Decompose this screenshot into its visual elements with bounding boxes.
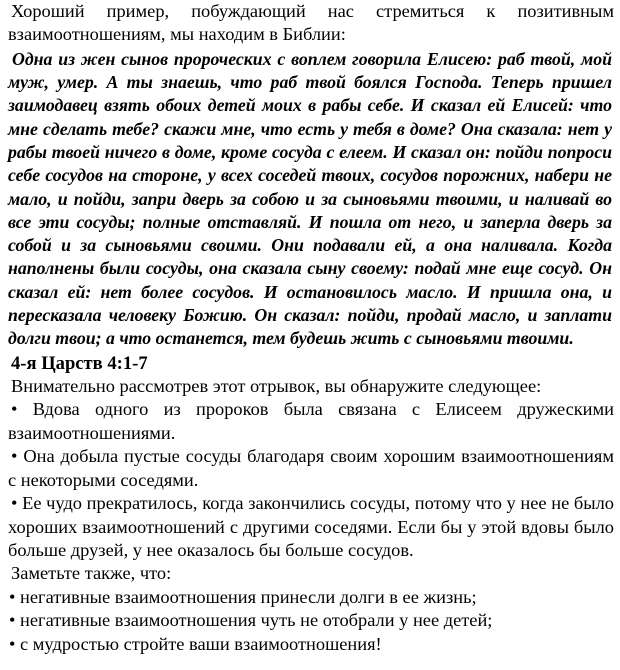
note-item: • негативные взаимоотношения принесли долги в ее жизнь;: [9, 586, 477, 607]
intro-paragraph: Хороший пример, побуждающий нас стремиться к позитивным взаимоотношениям, мы находим в Библии:: [8, 1, 614, 45]
scripture-quote: Одна из жен сынов пророческих с воплем говорила Елисею: раб твой, мой муж, умер. А ты знаешь, что раб твой боялся Господа. Теперь пришел заимодавец взять обоих детей моих в рабы себе. И сказал ей Елисей: что мне сделать тебе? скажи мне, что есть у тебя в доме? Она сказала: нет у рабы твоей ничего в доме, кроме сосуда с елеем. И сказал он: пойди попроси себе сосудов на стороне, у всех соседей твоих, сосудов порожних, набери не мало, и пойди, запри дверь за собою и за сыновьями твоими, и наливай во все эти сосуды; полные отставляй. И пошла от него, и заперла дверь за собой и за сыновьями своими. Они подавали ей, а она наливала. Когда наполнены были сосуды, она сказала сыну своему: подай мне еще сосуд. Он сказал ей: нет более сосудов. И остановилось масло. И пришла она, и пересказала человеку Божию. Он сказал: пойди, продай масло, и заплати долги твои; а что останется, тем будешь жить с сыновьями твоими.: [8, 48, 612, 349]
observation-list: [8, 398, 614, 562]
observation-item: • Ее чудо прекратилось, когда закончились сосуды, потому что у нее не было хороших взаимоотношений с другими соседями. Если бы у этой вдовы было больше друзей, у нее оказалось бы больше сосудов.: [8, 493, 614, 560]
observation-item: • Она добыла пустые сосуды благодаря своим хорошим взаимоотношениям с некоторыми соседями.: [8, 446, 614, 490]
note-item: • негативные взаимоотношения чуть не отобрали у нее детей;: [9, 610, 493, 631]
note-item: • с мудростью стройте ваши взаимоотношения!: [9, 633, 382, 654]
observation-intro: Внимательно рассмотрев этот отрывок, вы обнаружите следующее:: [11, 376, 542, 397]
note-list: [8, 586, 614, 656]
note-intro: Заметьте также, что:: [11, 563, 172, 584]
observation-item: • Вдова одного из пророков была связана с Елисеем дружескими взаимоотношениями.: [8, 399, 614, 443]
scripture-reference: 4-я Царств 4:1-7: [11, 352, 148, 374]
